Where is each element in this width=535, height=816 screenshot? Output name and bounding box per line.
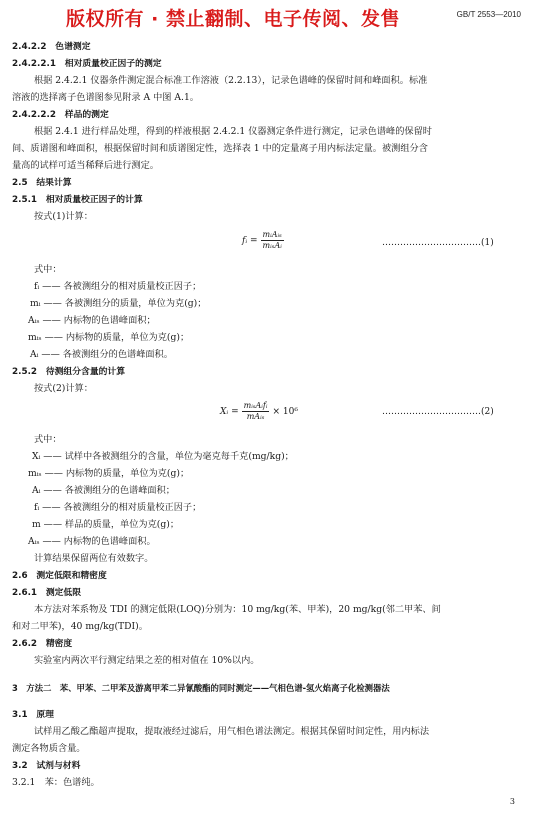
formula-lhs: Xᵢ = bbox=[220, 406, 239, 417]
heading-2-6: 2.6 测定低限和精密度 bbox=[12, 571, 107, 581]
formula-denominator: mAᵢₛ bbox=[246, 412, 265, 421]
paragraph-line: 溶液的选择离子色谱图参见附录 A 中图 A.1。 bbox=[12, 92, 199, 103]
formula-numerator: mᵢAᵢₛ bbox=[262, 230, 282, 239]
heading-2-5-1: 2.5.1 相对质量校正因子的计算 bbox=[12, 195, 143, 205]
paragraph-line: 间、质谱图和峰面积，根据保留时间和质谱图定性，选择表 1 中的定量离子用内标法定量。被测组分含 bbox=[12, 143, 428, 154]
paragraph-line: 计算结果保留两位有效数字。 bbox=[34, 553, 154, 564]
variable-definition: mᵢₛ —— 内标物的质量，单位为克(g)； bbox=[28, 468, 190, 479]
paragraph-line: 3.2.1 苯：色谱纯。 bbox=[12, 777, 100, 788]
paragraph-line: 按式(2)计算： bbox=[34, 383, 93, 394]
variable-definition: Xᵢ —— 试样中各被测组分的含量，单位为毫克每千克(mg/kg)； bbox=[32, 451, 294, 462]
heading-3-method-two: 3 方法二 苯、甲苯、二甲苯及游离甲苯二异氰酸酯的同时测定——气相色谱-氢火焰离子化检测器法 bbox=[12, 683, 390, 693]
heading-3-1: 3.1 原理 bbox=[12, 710, 54, 720]
formula-denominator: mᵢₛAᵢ bbox=[262, 241, 282, 250]
paragraph-line: 式中： bbox=[34, 264, 62, 275]
paragraph-line: 式中： bbox=[34, 434, 62, 445]
variable-definition: fᵢ —— 各被测组分的相对质量校正因子； bbox=[34, 502, 202, 513]
formula-lhs: fᵢ = bbox=[242, 235, 258, 246]
variable-definition: Aᵢ —— 各被测组分的色谱峰面积。 bbox=[30, 349, 173, 360]
copyright-watermark: 版权所有 · 禁止翻制、电子传阅、发售 bbox=[66, 8, 400, 30]
variable-definition: Aᵢ —— 各被测组分的色谱峰面积； bbox=[32, 485, 175, 496]
heading-2-6-2: 2.6.2 精密度 bbox=[12, 639, 73, 649]
paragraph-line: 量高的试样可适当稀释后进行测定。 bbox=[12, 160, 159, 171]
equation-number: ……………………………(1) bbox=[382, 238, 494, 248]
variable-definition: Aᵢₛ —— 内标物的色谱峰面积； bbox=[28, 315, 156, 326]
standard-code: GB/T 2553—2010 bbox=[456, 10, 521, 19]
variable-definition: Aᵢₛ —— 内标物的色谱峰面积。 bbox=[28, 536, 156, 547]
heading-2-5-2: 2.5.2 待测组分含量的计算 bbox=[12, 367, 126, 377]
formula-fraction bbox=[261, 230, 284, 251]
paragraph-line: 和对二甲苯)，40 mg/kg(TDI)。 bbox=[12, 621, 148, 632]
formula-multiplier: × 10⁶ bbox=[272, 406, 298, 417]
variable-definition: fᵢ —— 各被测组分的相对质量校正因子； bbox=[34, 281, 202, 292]
equation-number: ……………………………(2) bbox=[382, 407, 494, 417]
heading-3-2: 3.2 试剂与材料 bbox=[12, 761, 81, 771]
paragraph-line: 根据 2.4.2.1 仪器条件测定混合标准工作溶液（2.2.13），记录色谱峰的保留时间和峰面积。标准 bbox=[34, 75, 428, 86]
paragraph-line: 测定各物质含量。 bbox=[12, 743, 86, 754]
formula-fraction bbox=[242, 401, 270, 422]
variable-definition: mᵢ —— 各被测组分的质量，单位为克(g)； bbox=[30, 298, 207, 309]
heading-2-4-2-2-1: 2.4.2.2.1 相对质量校正因子的测定 bbox=[12, 59, 162, 69]
heading-2-5: 2.5 结果计算 bbox=[12, 178, 72, 188]
paragraph-line: 实验室内两次平行测定结果之差的相对值在 10%以内。 bbox=[34, 655, 260, 666]
page-number: 3 bbox=[509, 797, 515, 806]
variable-definition: mᵢₛ —— 内标物的质量，单位为克(g)； bbox=[28, 332, 190, 343]
paragraph-line: 根据 2.4.1 进行样品处理，得到的样液根据 2.4.2.1 仪器测定条件进行测定，记录色谱峰的保留时 bbox=[34, 126, 432, 137]
paragraph-line: 本方法对苯系物及 TDI 的测定低限(LOQ)分别为：10 mg/kg(苯、甲苯)，20 mg/kg(邻二甲苯、间 bbox=[34, 604, 441, 615]
paragraph-line: 试样用乙酸乙酯超声提取，提取液经过滤后，用气相色谱法测定。根据其保留时间定性，用内标法 bbox=[34, 726, 430, 737]
formula-2 bbox=[220, 401, 298, 422]
variable-definition: m —— 样品的质量，单位为克(g)； bbox=[32, 519, 180, 530]
formula-1 bbox=[242, 230, 287, 251]
heading-2-4-2-2: 2.4.2.2 色谱测定 bbox=[12, 42, 91, 52]
formula-numerator: mᵢₛAᵢfᵢ bbox=[243, 401, 268, 410]
heading-2-6-1: 2.6.1 测定低限 bbox=[12, 588, 82, 598]
paragraph-line: 按式(1)计算： bbox=[34, 211, 93, 222]
heading-2-4-2-2-2: 2.4.2.2.2 样品的测定 bbox=[12, 110, 109, 120]
